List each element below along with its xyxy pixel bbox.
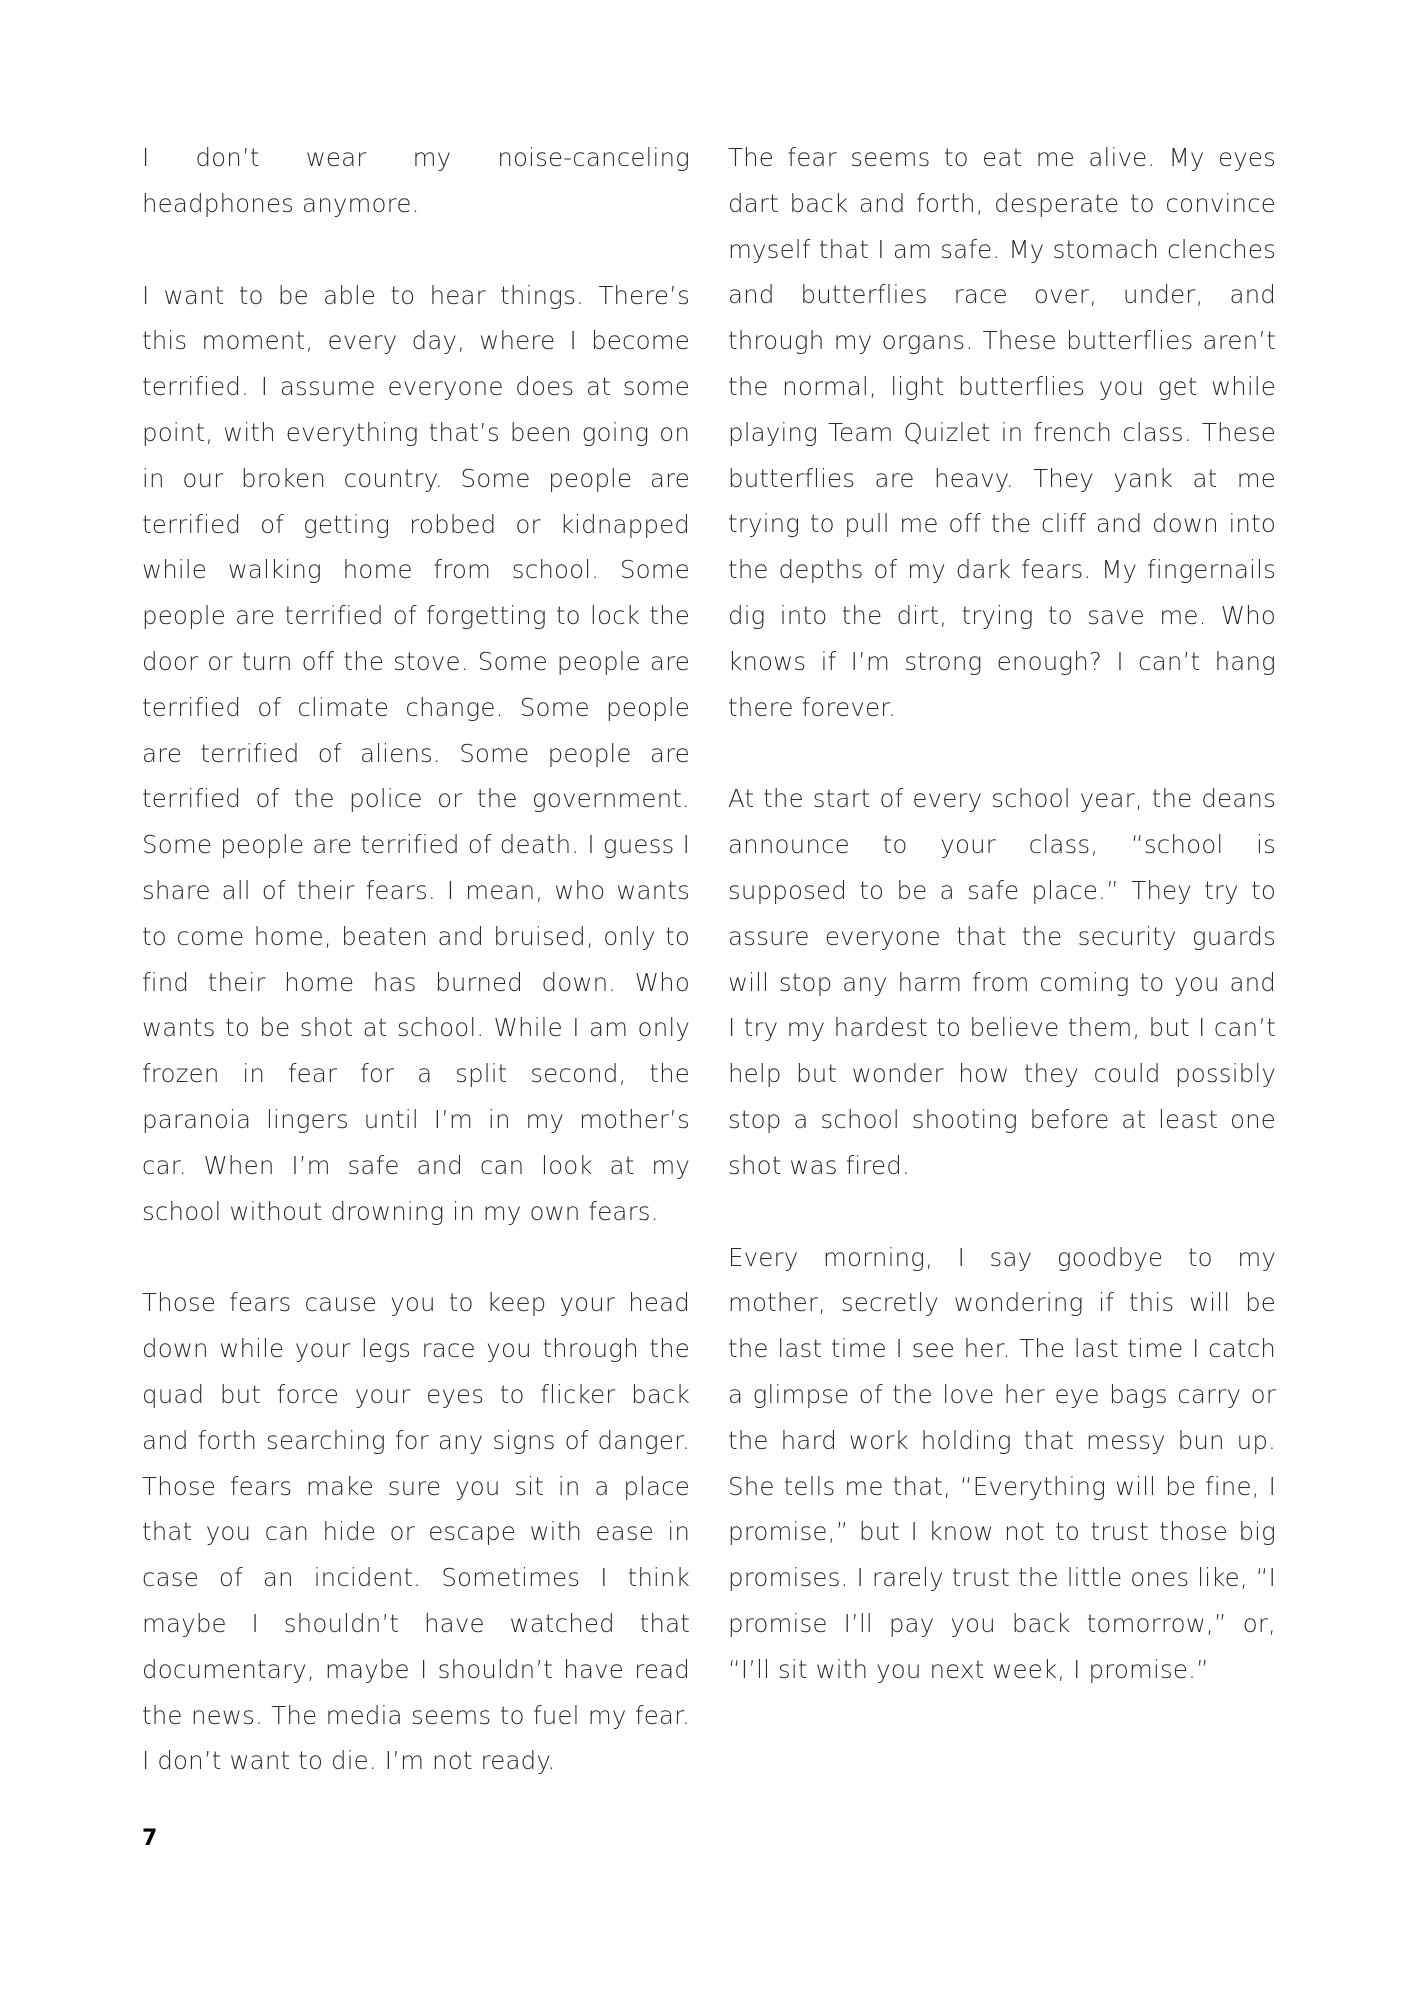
paragraph: I want to be able to hear things. There’s this moment, every day, where I become terrified. I assume everyone does at some point, with everything that’s been going on in our broken country. Some people are terrified of getting robbed or kidnapped while walking home from school. Some people are terrified of forgetting to lock the door or turn off the stove. Some people are terrified of climate change. Some people are terrified of aliens. Some people are terrified of the police or the government. Some people are terrified of death. I guess I share all of their fears. I mean, who wants to come home, beaten and bruised, only to find their home has burned down. Who wants to be shot at school. While I am only frozen in fear for a split second, the paranoia lingers until I’m in my mother’s car. When I’m safe and can look at my school without drowning in my own fears. bbox=[142, 280, 690, 1226]
page-number: 7 bbox=[142, 1826, 158, 1851]
right-text-column bbox=[728, 135, 1276, 1693]
paragraph: The fear seems to eat me alive. My eyes dart back and forth, desperate to convince myself that I am safe. My stomach clenches and butterflies race over, under, and through my organs. These butterflies aren’t the normal, light butterflies you get while playing Team Quizlet in french class. These butterflies are heavy. They yank at me trying to pull me off the cliff and down into the depths of my dark fears. My fingernails dig into the dirt, trying to save me. Who knows if I’m strong enough? I can’t hang there forever. bbox=[728, 143, 1276, 722]
left-text-column bbox=[142, 135, 690, 1784]
paragraph: Those fears cause you to keep your head down while your legs race you through the quad but force your eyes to flicker back and forth searching for any signs of danger. Those fears make sure you sit in a place that you can hide or escape with ease in case of an incident. Sometimes I think maybe I shouldn’t have watched that documentary, maybe I shouldn’t have read the news. The media seems to fuel my fear. I don’t want to die. I’m not ready. bbox=[142, 1288, 690, 1776]
paragraph: Every morning, I say goodbye to my mother, secretly wondering if this will be the last time I see her. The last time I catch a glimpse of the love her eye bags carry or the hard work holding that messy bun up. She tells me that, “Everything will be fine, I promise,” but I know not to trust those big promises. I rarely trust the little ones like, “I promise I’ll pay you back tomorrow,” or, “I’ll sit with you next week, I promise.” bbox=[728, 1242, 1276, 1684]
paragraph: At the start of every school year, the deans announce to your class, “school is supposed to be a safe place.” They try to assure everyone that the security guards will stop any harm from coming to you and I try my hardest to believe them, but I can’t help but wonder how they could possibly stop a school shooting before at least one shot was fired. bbox=[728, 784, 1276, 1180]
paragraph: I don’t wear my noise-canceling headphones anymore. bbox=[142, 143, 690, 218]
